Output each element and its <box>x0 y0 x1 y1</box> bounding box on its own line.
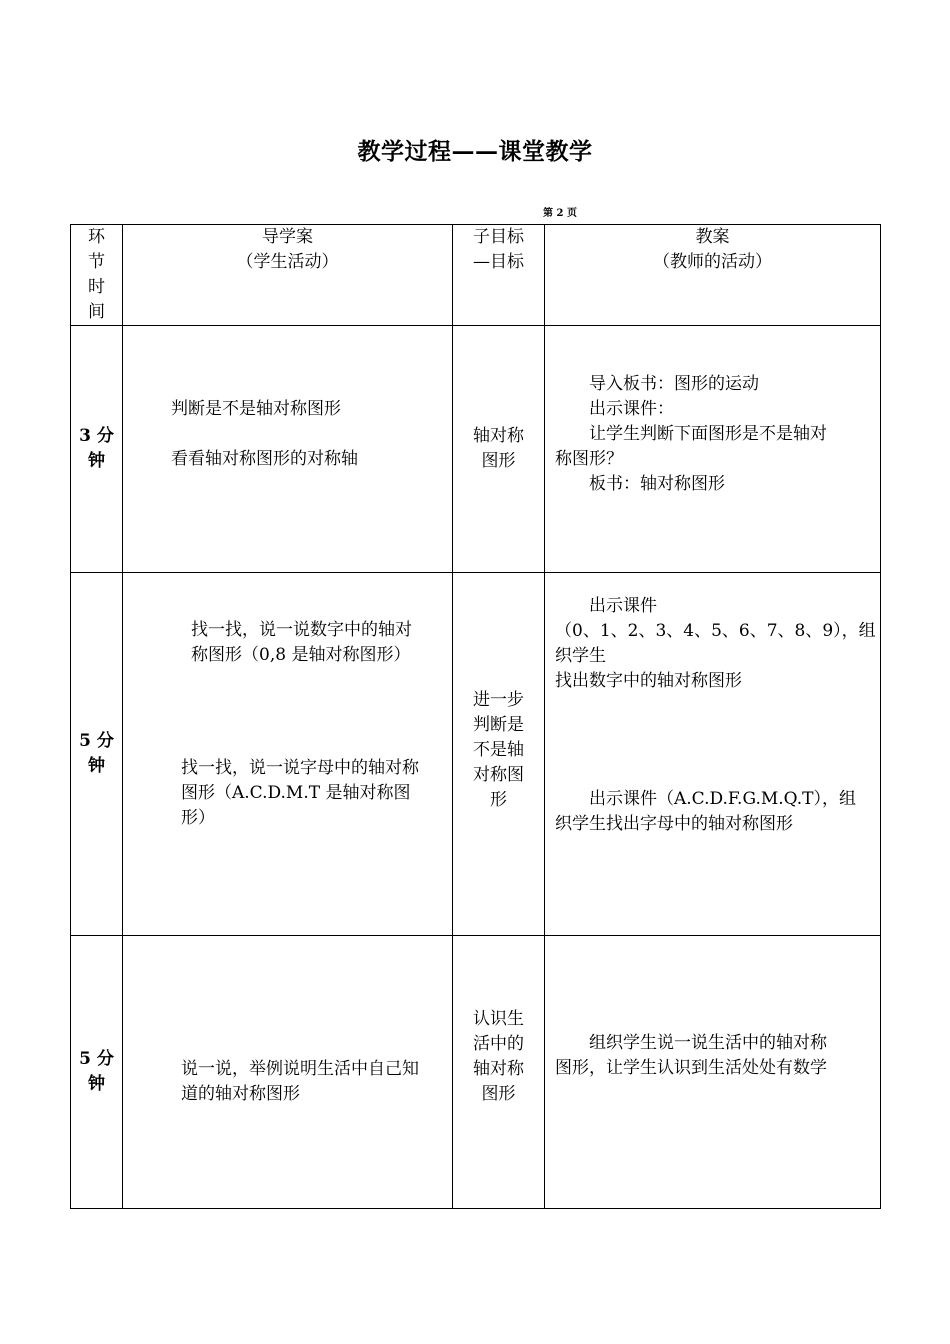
student-line: 形） <box>181 808 215 828</box>
lesson-table <box>70 224 881 1209</box>
goal-line: 形 <box>490 789 507 810</box>
goal-line: 轴对称 <box>473 426 524 446</box>
table-header-row <box>71 225 881 326</box>
row-time-line: 5 分 <box>79 731 114 751</box>
header-student-subtitle: （学生活动） <box>236 252 339 272</box>
teacher-line: 组织学生说一说生活中的轴对称 <box>589 1033 827 1053</box>
row-time-line: 5 分 <box>79 1049 114 1069</box>
row-goal <box>453 573 545 936</box>
header-time-line: 间 <box>88 302 105 322</box>
row-student-activity <box>123 326 453 573</box>
row-teacher-activity <box>545 936 881 1209</box>
teacher-line: 称图形？ <box>555 449 623 469</box>
student-line: 称图形（0,8 是轴对称图形） <box>191 645 411 665</box>
header-student <box>123 225 453 326</box>
row-goal <box>453 326 545 573</box>
teacher-line: 出示课件（A.C.D.F.G.M.Q.T），组 <box>589 789 856 809</box>
row-teacher-activity <box>545 573 881 936</box>
teacher-line: 让学生判断下面图形是不是轴对 <box>589 424 827 444</box>
goal-line: 判断是 <box>473 714 524 735</box>
header-goal-subtitle: —目标 <box>473 252 524 272</box>
teacher-line: （0、1、2、3、4、5、6、7、8、9），组织学生 <box>555 621 876 666</box>
row-time-line: 3 分 <box>79 426 114 446</box>
row-student-activity <box>123 936 453 1209</box>
teacher-line: 板书：轴对称图形 <box>589 474 725 494</box>
header-time-line: 节 <box>88 252 105 272</box>
row-goal <box>453 936 545 1209</box>
row-time <box>71 936 123 1209</box>
student-line: 说一说，举例说明生活中自己知 <box>181 1059 419 1079</box>
row-time <box>71 573 123 936</box>
teacher-line: 出示课件： <box>589 399 674 419</box>
table-row <box>71 936 881 1209</box>
goal-line: 认识生 <box>473 1009 524 1029</box>
header-teacher <box>545 225 881 326</box>
row-student-activity <box>123 573 453 936</box>
teacher-line: 找出数字中的轴对称图形 <box>555 671 742 691</box>
row-teacher-activity <box>545 326 881 573</box>
goal-line: 进一步 <box>473 689 524 710</box>
goal-line: 不是轴 <box>473 739 524 760</box>
header-student-title: 导学案 <box>262 227 313 247</box>
header-teacher-title: 教案 <box>695 227 730 247</box>
student-line: 判断是不是轴对称图形 <box>171 399 341 419</box>
goal-line: 图形 <box>481 1084 516 1104</box>
goal-line: 活中的 <box>473 1034 524 1054</box>
goal-line: 图形 <box>481 451 516 471</box>
row-time-line: 钟 <box>88 756 105 776</box>
header-teacher-subtitle: （教师的活动） <box>653 252 772 272</box>
teacher-line: 织学生找出字母中的轴对称图形 <box>555 814 793 834</box>
table-row <box>71 573 881 936</box>
student-line: 找一找，说一说数字中的轴对 <box>191 620 412 640</box>
student-line: 道的轴对称图形 <box>181 1084 300 1104</box>
row-time <box>71 326 123 573</box>
page-title: 教学过程——课堂教学 <box>357 138 593 165</box>
header-goal-title: 子目标 <box>473 227 524 247</box>
teacher-line: 出示课件 <box>589 596 657 616</box>
table-row <box>71 326 881 573</box>
header-goal <box>453 225 545 326</box>
page-number: 第 2 页 <box>543 208 577 219</box>
header-time <box>71 225 123 326</box>
row-time-line: 钟 <box>88 451 105 471</box>
student-line: 图形（A.C.D.M.T 是轴对称图 <box>181 783 411 803</box>
header-time-line: 时 <box>88 277 105 297</box>
teacher-line: 导入板书：图形的运动 <box>589 374 759 394</box>
teacher-line: 图形，让学生认识到生活处处有数学 <box>555 1058 827 1078</box>
goal-line: 轴对称 <box>473 1059 524 1079</box>
student-line: 看看轴对称图形的对称轴 <box>171 449 358 469</box>
header-time-line: 环 <box>88 227 105 247</box>
student-line: 找一找，说一说字母中的轴对称 <box>181 758 419 778</box>
row-time-line: 钟 <box>88 1074 105 1094</box>
goal-line: 对称图 <box>473 764 524 785</box>
